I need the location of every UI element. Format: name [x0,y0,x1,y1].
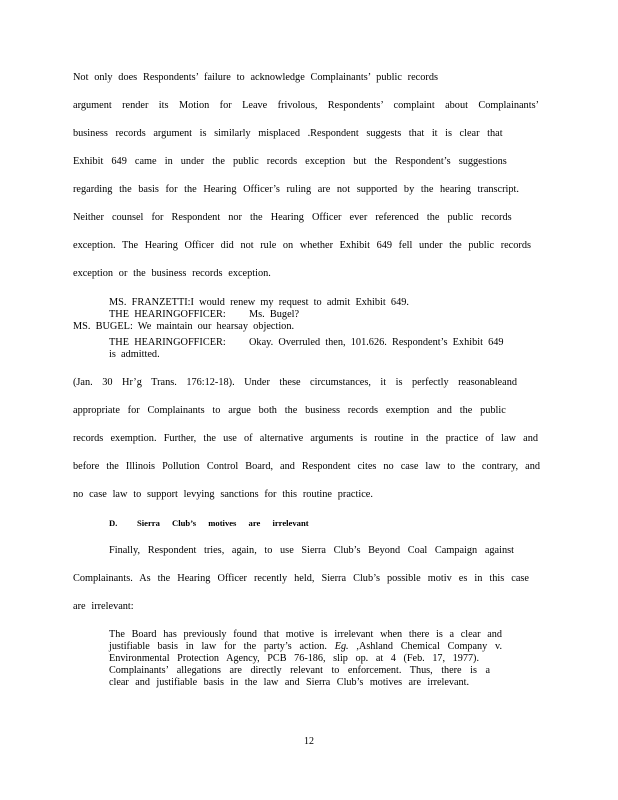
transcript-reply: Ms. Bugel? [249,309,300,320]
section-label: D. [109,518,118,528]
paragraph-line: Not only does Respondents’ failure to acknowledge Complainants’ public records [73,72,438,83]
quote-line: Environmental Protection Agency, PCB 76-186, slip op. at 4 (Feb. 17, 1977). [109,653,479,664]
paragraph-line: Finally, Respondent tries, again, to use Sierra Club’s Beyond Coal Campaign against [109,545,514,556]
quote-text: ,Ashland Chemical Company v. [348,641,502,652]
paragraph-line: (Jan. 30 Hr’g Trans. 176:12-18). Under these circumstances, it is perfectly reasonableand [73,377,517,388]
transcript-line: MS. FRANZETTI:I would renew my request to admit Exhibit 649. [109,297,409,308]
transcript-line: THE HEARINGOFFICER: Ms. Bugel? [109,309,300,320]
transcript-line: MS. BUGEL: We maintain our hearsay objection. [73,321,295,332]
paragraph-line: regarding the basis for the Hearing Officer’s ruling are not supported by the hearing transcript. [73,184,519,195]
paragraph-line: exception. The Hearing Officer did not rule on whether Exhibit 649 fell under the public records [73,240,531,251]
paragraph-line: exception or the business records exception. [73,268,271,279]
paragraph-line: Exhibit 649 came in under the public records exception but the Respondent’s suggestions [73,156,507,167]
quote-line: Complainants’ allegations are directly relevant to enforcement. Thus, there is a [109,665,490,676]
quote-line [109,641,502,653]
quote-text: justifiable basis in law for the party’s action. [109,641,335,652]
paragraph-line: appropriate for Complainants to argue both the business records exemption and the public [73,405,506,416]
paragraph-line: are irrelevant: [73,601,134,612]
paragraph-line: Complainants. As the Hearing Officer recently held, Sierra Club’s possible motiv es in this case [73,573,529,584]
paragraph-line: records exemption. Further, the use of alternative arguments is routine in the practice of law and [73,433,538,444]
transcript-line: is admitted. [109,349,160,360]
page-number: 12 [304,736,314,747]
quote-line: clear and justifiable basis in the law and Sierra Club’s motives are irrelevant. [109,677,469,688]
section-title: Sierra Club’s motives are irrelevant [137,518,309,528]
paragraph-line: no case law to support levying sanctions for this routine practice. [73,489,373,500]
paragraph-line: before the Illinois Pollution Control Board, and Respondent cites no case law to the contrary, and [73,461,540,472]
paragraph-line: argument render its Motion for Leave frivolous, Respondents’ complaint about Complainants’ [73,100,539,111]
section-heading [109,517,309,529]
citation-signal: Eg. [334,641,349,652]
paragraph-line: Neither counsel for Respondent nor the Hearing Officer ever referenced the public records [73,212,512,223]
quote-line: The Board has previously found that motive is irrelevant when there is a clear and [109,629,502,640]
transcript-reply: Okay. Overruled then, 101.626. Respondent’s Exhibit 649 [249,337,504,348]
transcript-line: THE HEARINGOFFICER: Okay. Overruled then, 101.626. Respondent’s Exhibit 649 [109,337,504,348]
paragraph-line: business records argument is similarly misplaced .Respondent suggests that it is clear that [73,128,503,139]
